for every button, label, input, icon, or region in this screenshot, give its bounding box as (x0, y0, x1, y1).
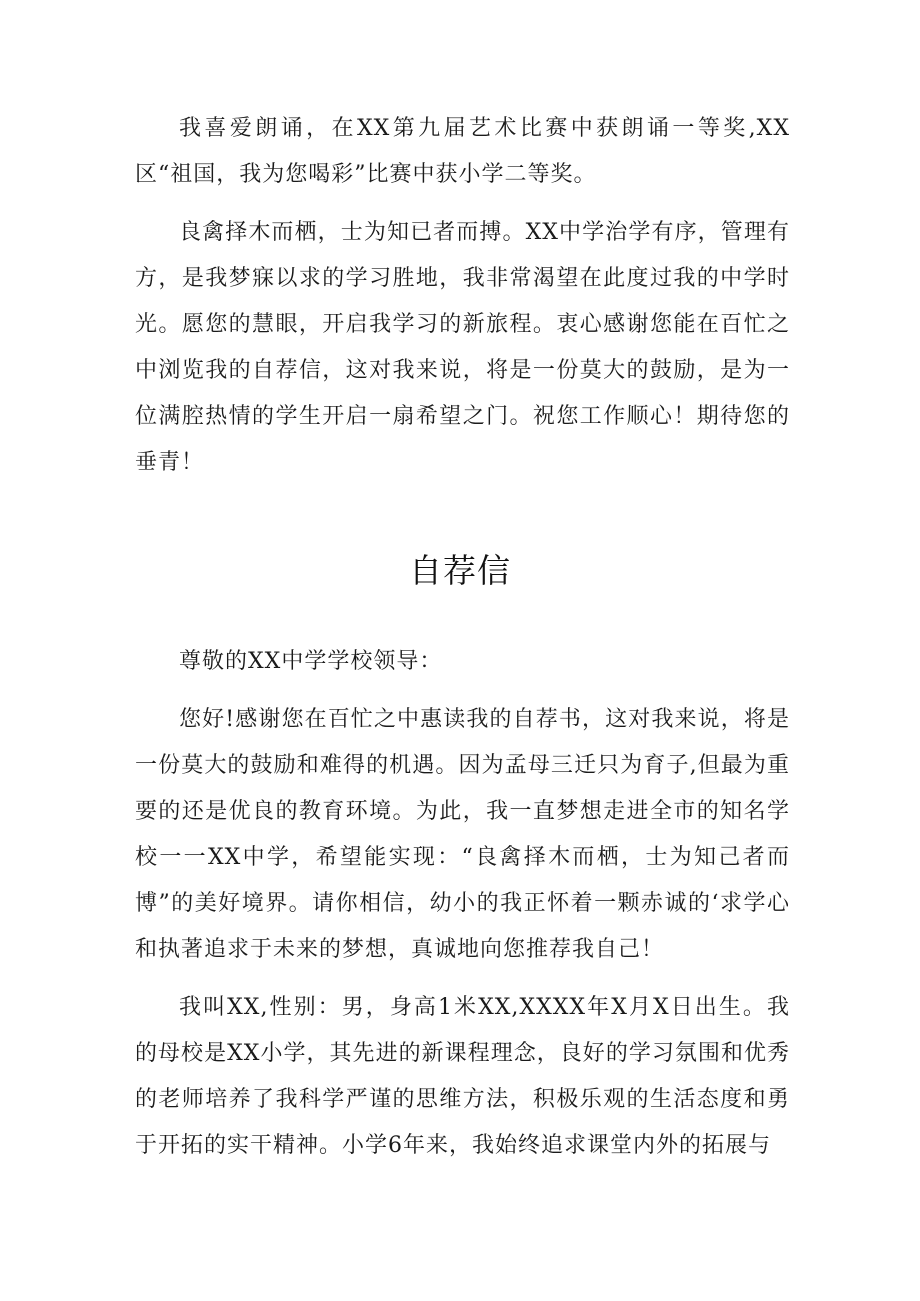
paragraph-greeting: 您好!感谢您在百忙之中惠读我的自荐书，这对我来说，将是一份莫大的鼓励和难得的机遇。因为孟母三迁只为育子,但最为重要的还是优良的教育环境。为此，我一直梦想走进全市的知名学校一一XX中学，希望能实现：“良禽择木而栖，士为知己者而博”的美好境界。请你相信，幼小的我正怀着一颗赤诚的‘求学心和执著追求于未来的梦想，真诚地向您推荐我自己！ (135, 707, 790, 962)
paragraph-introduction: 我叫XX,性别：男，身高1米XX,XXXX年X月X日出生。我的母校是XX小学，其先进的新课程理念，良好的学习氛围和优秀的老师培养了我科学严谨的思维方法，积极乐观的生活态度和勇于开拓的实干精神。小学6年来，我始终追求课堂内外的拓展与 (135, 995, 790, 1158)
salutation: 尊敬的XX中学学校领导： (179, 649, 443, 674)
paragraph-awards: 我喜爱朗诵，在XX第九届艺术比赛中获朗诵一等奖,XX区“祖国，我为您喝彩”比赛中获小学二等奖。 (135, 116, 790, 187)
previous-letter-ending (135, 106, 790, 498)
letter-body (135, 639, 790, 1181)
paragraph-closing: 良禽择木而栖，士为知已者而搏。XX中学治学有序，管理有方，是我梦寐以求的学习胜地，我非常渴望在此度过我的中学时光。愿您的慧眼，开启我学习的新旅程。衷心感谢您能在百忙之中浏览我的自荐信，这对我来说，将是一份莫大的鼓励，是为一位满腔热情的学生开启一扇希望之门。祝您工作顺心！期待您的垂青！ (135, 220, 790, 475)
letter-title: 自荐信 (409, 551, 511, 590)
